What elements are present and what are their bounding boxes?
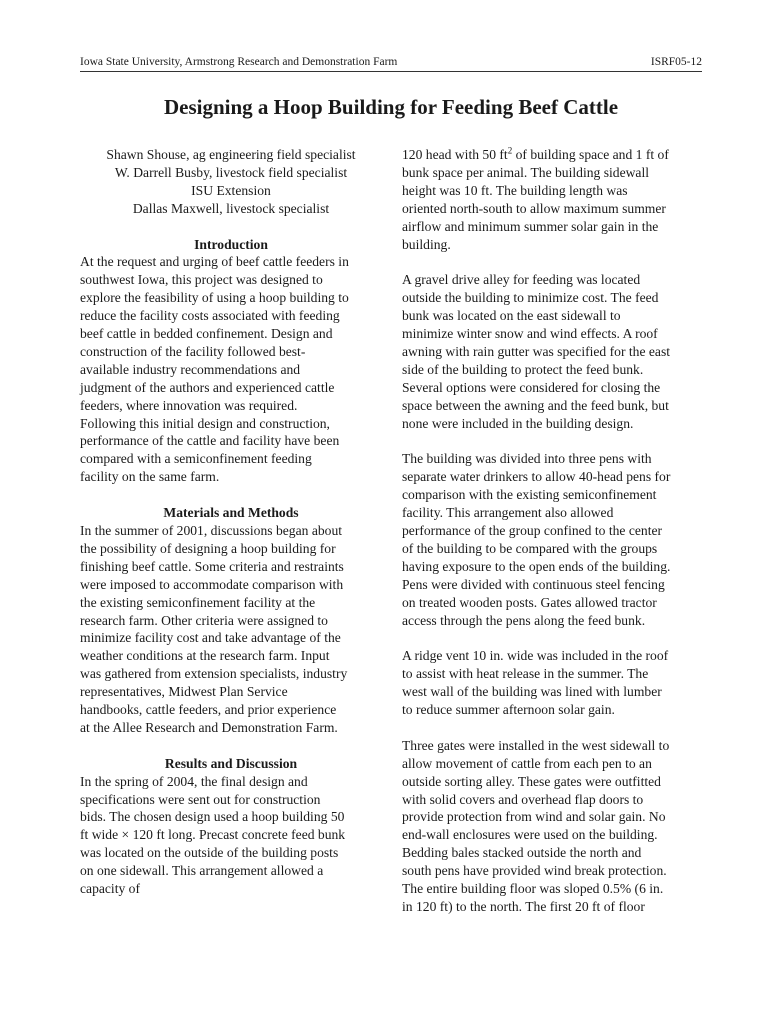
paragraph-line: with solid covers and overhead flap doors to	[402, 791, 644, 807]
section-heading-introduction: Introduction	[194, 236, 268, 252]
paragraph-line: on one sidewall. This arrangement allowed a	[80, 863, 324, 879]
paragraph-line: available industry recommendations and	[80, 361, 301, 377]
gates-paragraph	[402, 737, 708, 916]
paragraph-line: construction of the facility followed best-	[80, 343, 306, 359]
paragraph-line: specifications were sent out for construction	[80, 791, 321, 807]
author-line: W. Darrell Busby, livestock field specialist	[114, 164, 348, 180]
paragraph-line: performance of the group confined to the center	[402, 523, 663, 538]
paragraph-line: the existing semiconfinement facility at the	[80, 594, 316, 610]
paragraph-line: representatives, Midwest Plan Service	[80, 684, 288, 700]
ridge-vent-paragraph	[402, 647, 708, 719]
materials-paragraph	[80, 522, 382, 737]
paragraph-line: provide protection from wind and solar gain. No	[402, 809, 666, 825]
paragraph-line: weather conditions at the research farm. Input	[80, 648, 330, 664]
paragraph-line: In the spring of 2004, the final design and	[80, 773, 308, 789]
paragraph-line	[402, 146, 708, 164]
paragraph-line: The entire building floor was sloped 0.5% (6 in.	[402, 881, 664, 897]
paragraph-line: outside the building to minimize cost. The feed	[402, 290, 659, 306]
paragraph-line: awning with rain gutter was specified for the east	[402, 343, 671, 359]
paragraph-line: outside sorting alley. These gates were outfitted	[402, 773, 661, 789]
paragraph-line: the possibility of designing a hoop building for	[80, 540, 336, 556]
paragraph-line: bids. The chosen design used a hoop building 50	[80, 809, 345, 825]
running-header	[80, 55, 702, 69]
paragraph-line: allow movement of cattle from each pen to an	[402, 755, 652, 771]
paragraph-line: explore the feasibility of using a hoop building to	[80, 290, 349, 306]
paragraph-line: research farm. Other criteria were assigned to	[80, 612, 328, 628]
paragraph-line: bunk space per animal. The building sidewall	[402, 164, 650, 180]
author-block	[80, 146, 382, 218]
paragraph-line: were imposed to accommodate comparison with	[80, 576, 344, 592]
author-line: ISU Extension	[191, 182, 271, 198]
paragraph-line: The building was divided into three pens with	[402, 451, 652, 467]
paragraph-line: minimize winter snow and wind effects. A roof	[402, 326, 658, 342]
paragraph-line: compared with a semiconfinement feeding	[80, 451, 312, 467]
paragraph-line: airflow and minimum summer solar gain in the	[402, 218, 659, 234]
superscript: 2	[507, 145, 513, 156]
paragraph-lines	[402, 164, 708, 254]
paragraph-line: A ridge vent 10 in. wide was included in the roof	[402, 648, 669, 664]
paragraph-line: bunk was located on the east sidewall to	[402, 308, 621, 324]
feed-alley-paragraph	[402, 271, 708, 432]
paragraph-line: space between the awning and the feed bunk, but	[402, 397, 669, 413]
right-column	[402, 146, 708, 934]
paragraph-line: Three gates were installed in the west sidewall to	[402, 737, 670, 753]
introduction-paragraph	[80, 253, 382, 486]
pens-paragraph	[402, 450, 708, 629]
paragraph-line: separate water drinkers to allow 40-head pens for	[402, 469, 671, 485]
paragraph-line: was located on the outside of the building posts	[80, 845, 339, 861]
document-title: Designing a Hoop Building for Feeding Beef Cattle	[163, 95, 619, 119]
paragraph-line: height was 10 ft. The building length was	[402, 182, 628, 198]
paragraph-line: A gravel drive alley for feeding was located	[402, 272, 641, 288]
paragraph-line: Several options were considered for closing the	[402, 379, 661, 395]
section-heading-materials: Materials and Methods	[163, 505, 299, 521]
paragraph-line: Bedding bales stacked outside the north and	[402, 845, 642, 861]
text-fragment: 120 head with 50 ft	[402, 147, 508, 162]
author-line: Dallas Maxwell, livestock specialist	[132, 200, 330, 216]
results-paragraph	[80, 773, 382, 898]
left-column	[80, 146, 382, 916]
paragraph-line: beef cattle in bedded confinement. Design and	[80, 326, 333, 342]
paragraph-line: oriented north-south to allow maximum summer	[402, 200, 666, 216]
paragraph-line: judgment of the authors and experienced cattle	[80, 379, 335, 395]
header-report-number: ISRF05-12	[650, 56, 702, 68]
section-heading-results: Results and Discussion	[164, 755, 298, 771]
paragraph-line: At the request and urging of beef cattle feeders in	[80, 254, 349, 270]
capacity-paragraph	[402, 146, 708, 253]
paragraph-line: southwest Iowa, this project was designed to	[80, 272, 323, 288]
paragraph-line: to assist with heat release in the summer. The	[402, 666, 649, 682]
paragraph-line: side of the building to protect the feed bunk.	[402, 361, 644, 377]
paragraph-line: comparison with the existing semiconfinement	[402, 487, 657, 503]
paragraph-line: feeders, where innovation was required.	[80, 397, 298, 413]
paragraph-line: west wall of the building was lined with lumber	[402, 684, 662, 700]
paragraph-line: of the building to be compared with the groups	[402, 540, 658, 556]
paragraph-line: to reduce summer afternoon solar gain.	[402, 702, 615, 718]
paragraph-line: Pens were divided with continuous steel fencing	[402, 576, 665, 592]
paragraph-line: at the Allee Research and Demonstration Farm.	[80, 719, 338, 735]
paragraph-line: minimize facility cost and take advantage of the	[80, 630, 341, 646]
paragraph-line: building.	[402, 236, 451, 252]
paragraph-line: capacity of	[80, 881, 141, 897]
paragraph-line: facility. This arrangement also allowed	[402, 505, 614, 521]
paragraph-line: handbooks, cattle feeders, and prior experience	[80, 702, 337, 718]
paragraph-line: ft wide × 120 ft long. Precast concrete feed bunk	[80, 827, 346, 843]
text-fragment: of building space and 1 ft of	[512, 147, 669, 162]
paragraph-line: was gathered from extension specialists, industry	[80, 666, 348, 682]
paragraph-line: finishing beef cattle. Some criteria and restraints	[80, 558, 344, 574]
paragraph-line: south pens have provided wind break protection.	[402, 863, 667, 879]
paragraph-line: facility on the same farm.	[80, 469, 220, 485]
paragraph-line: on treated wooden posts. Gates allowed tractor	[402, 594, 657, 610]
paragraph-line: having exposure to the open ends of the building.	[402, 558, 671, 574]
paragraph-line: end-wall enclosures were used on the building.	[402, 827, 658, 843]
header-institution: Iowa State University, Armstrong Research and Demonstration Farm	[80, 56, 398, 68]
header-divider	[80, 71, 702, 72]
paragraph-line: performance of the cattle and facility have been	[80, 433, 340, 449]
paragraph-line: in 120 ft) to the north. The first 20 ft of floor	[402, 899, 645, 914]
paragraph-line: In the summer of 2001, discussions began about	[80, 523, 343, 538]
paragraph-line: reduce the facility costs associated with feeding	[80, 308, 340, 324]
author-line: Shawn Shouse, ag engineering field specialist	[106, 147, 356, 162]
paragraph-line: access through the pens along the feed bunk.	[402, 612, 646, 628]
paragraph-line: Following this initial design and construction,	[80, 415, 330, 431]
paragraph-line: none were included in the building design.	[402, 415, 634, 431]
